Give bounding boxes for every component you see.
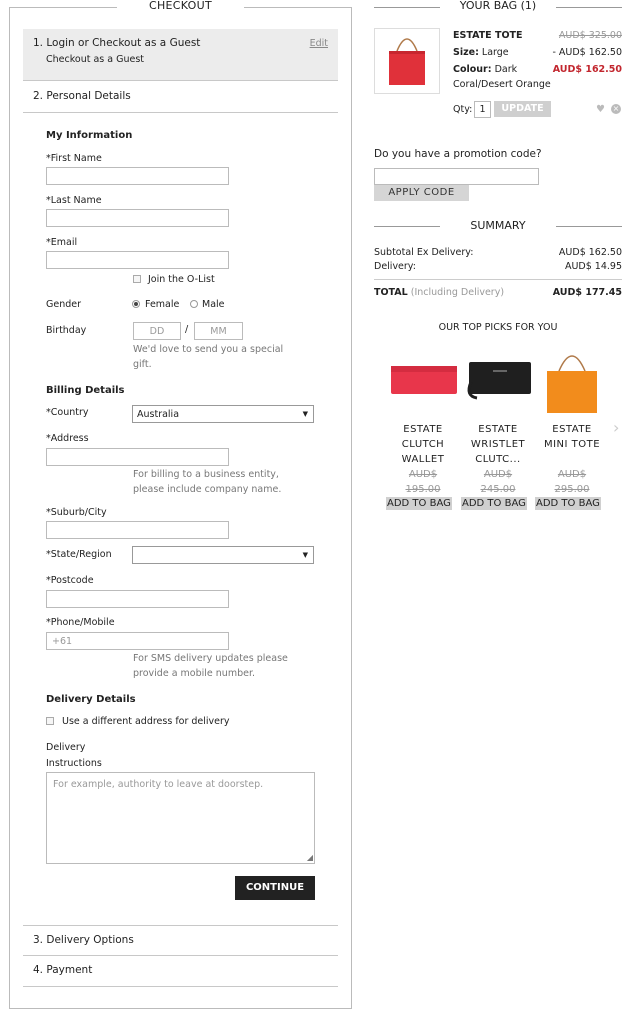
- birthday-help-text: We'd love to send you a special gift.: [133, 344, 284, 370]
- chevron-right-icon[interactable]: ›: [613, 418, 620, 437]
- summary-divider: [374, 279, 622, 280]
- join-olist-label: Join the O-List: [148, 274, 215, 285]
- checkout-title: CHECKOUT: [148, 0, 213, 12]
- pick-price-1: AUD$: [557, 469, 587, 480]
- suburb-label: *Suburb/City: [46, 507, 107, 518]
- pick-item: [387, 422, 459, 511]
- bag-item-size: [453, 47, 509, 58]
- bag-item-discount: - AUD$ 162.50: [552, 47, 622, 58]
- address-help-text: For billing to a business entity, please include company name.: [133, 469, 282, 495]
- subtotal-value: AUD$ 162.50: [558, 247, 622, 258]
- email-field[interactable]: [46, 251, 229, 269]
- total-row: [374, 287, 504, 298]
- step-payment[interactable]: [23, 956, 338, 987]
- promo-question: Do you have a promotion code?: [374, 148, 542, 160]
- total-label: TOTAL: [374, 287, 408, 298]
- pick-item: [462, 422, 534, 511]
- caret-down-icon: ▼: [302, 551, 308, 559]
- mini-tote-image[interactable]: [541, 345, 603, 417]
- gender-male-radio[interactable]: [190, 300, 198, 308]
- delivery-instructions-label-2: Instructions: [46, 758, 102, 769]
- qty-label: Qty:: [453, 104, 473, 115]
- my-information-heading: My Information: [46, 130, 133, 141]
- colour-value-2: Coral/Desert Orange: [453, 79, 551, 90]
- pick-item: [536, 422, 608, 511]
- delivery-instructions-label: Delivery: [46, 742, 86, 753]
- step-login: [23, 29, 338, 81]
- address-label: *Address: [46, 433, 89, 444]
- bag-item-original-price: AUD$ 325.00: [558, 30, 622, 41]
- size-label: Size:: [453, 47, 479, 58]
- last-name-field[interactable]: [46, 209, 229, 227]
- billing-details-heading: Billing Details: [46, 385, 125, 396]
- total-value: AUD$ 177.45: [552, 287, 622, 298]
- delivery-details-heading: Delivery Details: [46, 694, 136, 705]
- suburb-field[interactable]: [46, 521, 229, 539]
- tote-image: [375, 29, 439, 93]
- apply-code-button[interactable]: APPLY CODE: [374, 185, 469, 201]
- add-to-bag-button[interactable]: ADD TO BAG: [462, 498, 526, 509]
- birthday-day-field[interactable]: DD: [133, 322, 181, 340]
- pick-name-1[interactable]: ESTATE: [552, 424, 592, 435]
- step-delivery-options[interactable]: [23, 925, 338, 956]
- phone-label: *Phone/Mobile: [46, 617, 115, 628]
- resize-grip-icon[interactable]: ◢: [306, 853, 313, 862]
- pick-name-2[interactable]: WRISTLET: [470, 439, 526, 450]
- last-name-label: *Last Name: [46, 195, 102, 206]
- add-to-bag-button[interactable]: ADD TO BAG: [387, 498, 451, 509]
- address-field[interactable]: [46, 448, 229, 466]
- gender-label: Gender: [46, 299, 82, 310]
- bag-item-name[interactable]: ESTATE TOTE: [453, 30, 523, 41]
- pick-name-3[interactable]: [536, 452, 608, 467]
- birthday-month-field[interactable]: MM: [194, 322, 243, 340]
- bag-item-sale-price: AUD$ 162.50: [552, 64, 622, 75]
- join-olist-checkbox[interactable]: [133, 275, 141, 283]
- pick-price-2: 295.00: [554, 484, 590, 495]
- pick-price-2: 195.00: [405, 484, 441, 495]
- wristlet-image[interactable]: [463, 358, 535, 402]
- size-value: Large: [481, 47, 509, 58]
- step-payment-title: 4. Payment: [33, 964, 93, 976]
- birthday-separator: /: [185, 324, 189, 335]
- country-label: *Country: [46, 407, 89, 418]
- pick-name-1[interactable]: ESTATE: [403, 424, 443, 435]
- delivery-value: AUD$ 14.95: [564, 261, 622, 272]
- pick-name-1[interactable]: ESTATE: [478, 424, 518, 435]
- postcode-label: *Postcode: [46, 575, 94, 586]
- add-to-bag-button[interactable]: ADD TO BAG: [536, 498, 600, 509]
- pick-name-3[interactable]: CLUTC...: [475, 454, 521, 465]
- different-address-checkbox[interactable]: [46, 717, 54, 725]
- qty-input[interactable]: 1: [474, 101, 491, 118]
- first-name-label: *First Name: [46, 153, 102, 164]
- step-personal-details-title: 2. Personal Details: [33, 90, 131, 102]
- remove-icon[interactable]: ×: [612, 104, 620, 113]
- continue-button[interactable]: CONTINUE: [235, 876, 315, 900]
- pick-name-2[interactable]: CLUTCH: [401, 439, 445, 450]
- pick-price-2: 245.00: [480, 484, 516, 495]
- pick-price-1: AUD$: [408, 469, 438, 480]
- colour-value: Dark: [494, 64, 518, 75]
- birthday-label: Birthday: [46, 325, 87, 336]
- bag-heading: [374, 0, 622, 14]
- caret-down-icon: ▼: [302, 410, 308, 418]
- edit-link[interactable]: Edit: [309, 38, 328, 49]
- bag-item-colour: [453, 64, 517, 75]
- bag-item-image[interactable]: [374, 28, 440, 94]
- gender-female-label: Female: [145, 299, 180, 310]
- step-personal-details[interactable]: [23, 81, 338, 113]
- subtotal-label: Subtotal Ex Delivery:: [374, 247, 474, 258]
- step-login-subtitle: Checkout as a Guest: [46, 54, 144, 65]
- top-picks-title: OUR TOP PICKS FOR YOU: [438, 322, 558, 333]
- state-label: *State/Region: [46, 549, 112, 560]
- checkout-heading: [9, 0, 352, 14]
- pick-name-2[interactable]: MINI TOTE: [543, 439, 601, 450]
- phone-help-text: For SMS delivery updates please provide a mobile number.: [133, 653, 288, 679]
- heart-icon[interactable]: ♥: [596, 104, 605, 115]
- delivery-label: Delivery:: [374, 261, 416, 272]
- summary-title: SUMMARY: [470, 219, 526, 232]
- first-name-field[interactable]: [46, 167, 229, 185]
- delivery-instructions-placeholder: For example, authority to leave at doorstep.: [53, 779, 264, 790]
- colour-label: Colour:: [453, 64, 492, 75]
- different-address-label: Use a different address for delivery: [62, 716, 230, 727]
- step-login-title: 1. Login or Checkout as a Guest: [33, 37, 201, 49]
- state-select[interactable]: [132, 546, 314, 564]
- pick-name-3[interactable]: WALLET: [401, 454, 445, 465]
- total-note: (Including Delivery): [410, 287, 505, 298]
- promo-code-input[interactable]: [374, 168, 539, 185]
- email-label: *Email: [46, 237, 78, 248]
- country-select[interactable]: [132, 405, 314, 423]
- delivery-instructions-textarea[interactable]: [46, 772, 315, 864]
- phone-field[interactable]: +61: [46, 632, 229, 650]
- pick-price-1: AUD$: [483, 469, 513, 480]
- clutch-image[interactable]: [389, 362, 459, 398]
- postcode-field[interactable]: [46, 590, 229, 608]
- country-select-value: Australia: [137, 409, 180, 420]
- step-delivery-options-title: 3. Delivery Options: [33, 934, 134, 946]
- update-button[interactable]: UPDATE: [494, 101, 551, 117]
- gender-female-radio[interactable]: [132, 300, 140, 308]
- gender-male-label: Male: [202, 299, 225, 310]
- bag-title: YOUR BAG (1): [459, 0, 537, 12]
